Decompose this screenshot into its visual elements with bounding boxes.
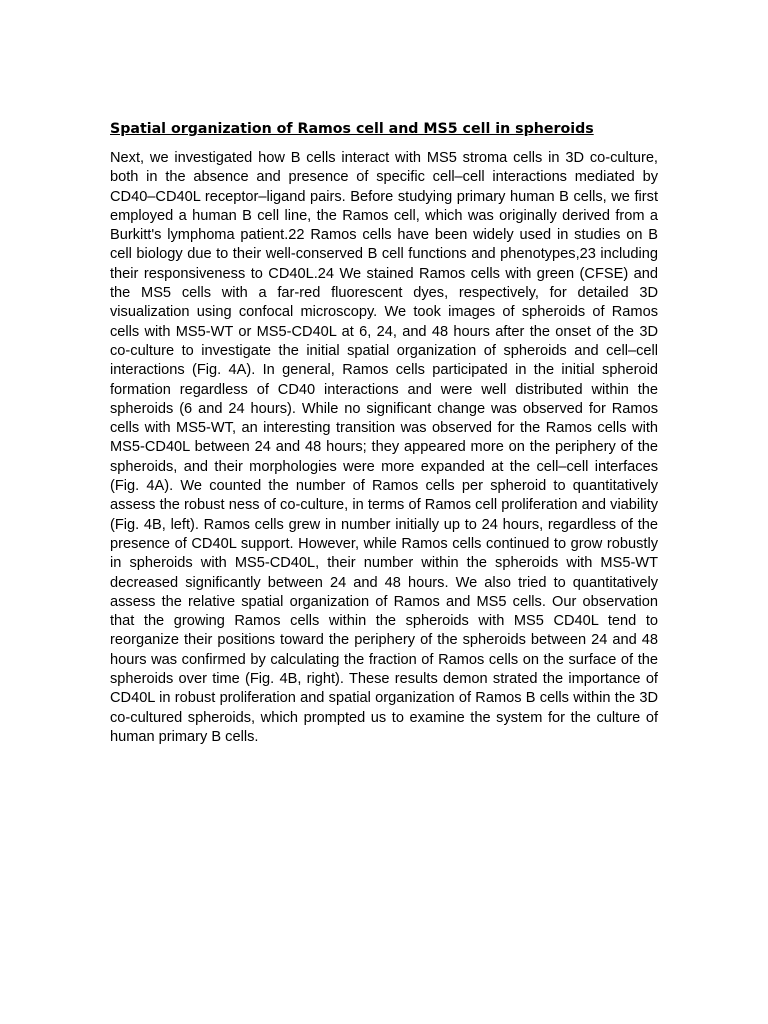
section-heading: Spatial organization of Ramos cell and MS5 cell in spheroids: [110, 121, 594, 137]
body-paragraph: Next, we investigated how B cells interact with MS5 stroma cells in 3D co-culture, both in the absence and presence of specific cell–cell interactions mediated by CD40–CD40L receptor–ligand pairs. Before studying primary human B cells, we first employed a human B cell line, the Ramos cell, which was originally derived from a Burkitt's lymphoma patient.22 Ramos cells have been widely used in studies on B cell biology due to their well-conserved B cell functions and phenotypes,23 including their responsiveness to CD40L.24 We stained Ramos cells with green (CFSE) and the MS5 cells with a far-red fluorescent dyes, respectively, for detailed 3D visualization using confocal microscopy. We took images of spheroids of Ramos cells with MS5-WT or MS5-CD40L at 6, 24, and 48 hours after the onset of the 3D co-culture to investigate the initial spatial organization of spheroids and cell–cell interactions (Fig. 4A). In general, Ramos cells participated in the initial spheroid formation regardless of CD40 interactions and were well distributed within the spheroids (6 and 24 hours). While no significant change was observed for Ramos cells with MS5-WT, an interesting transition was observed for the Ramos cells with MS5-CD40L between 24 and 48 hours; they appeared more on the periphery of the spheroids, and their morphologies were more expanded at the cell–cell interfaces (Fig. 4A). We counted the number of Ramos cells per spheroid to quantitatively assess the robust ness of co-culture, in terms of Ramos cell proliferation and viability (Fig. 4B, left). Ramos cells grew in number initially up to 24 hours, regardless of the presence of CD40L support. However, while Ramos cells continued to grow robustly in spheroids with MS5-CD40L, their number within the spheroids with MS5-WT decreased significantly between 24 and 48 hours. We also tried to quantitatively assess the relative spatial organization of Ramos and MS5 cells. Our observation that the growing Ramos cells within the spheroids with MS5 CD40L tend to reorganize their positions toward the periphery of the spheroids between 24 and 48 hours was confirmed by calculating the fraction of Ramos cells on the surface of the spheroids over time (Fig. 4B, right). These results demon strated the importance of CD40L in robust proliferation and spatial organization of Ramos B cells within the 3D co-cultured spheroids, which prompted us to examine the system for the culture of human primary B cells.: [110, 150, 658, 745]
document-content: [110, 120, 658, 747]
